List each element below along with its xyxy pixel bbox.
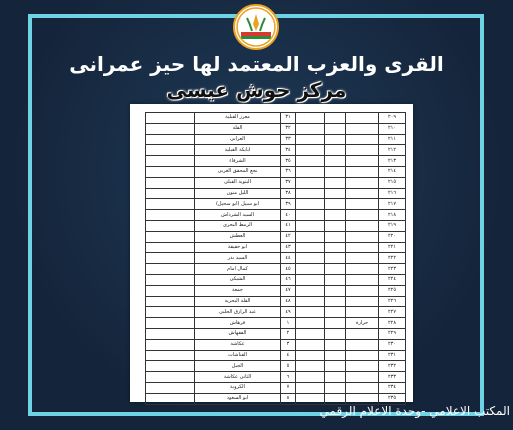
row-empty-cell (325, 264, 346, 275)
row-empty-cell (325, 188, 346, 199)
row-note (346, 307, 379, 318)
table-row (146, 177, 406, 188)
page-title: القرى والعزب المعتمد لها حيز عمرانى (69, 52, 444, 76)
row-note (346, 231, 379, 242)
row-name: العرابى (195, 134, 281, 145)
row-index: ٢٢٧ (379, 307, 406, 318)
row-name: الرمط البحرى (195, 220, 281, 231)
row-index: ٢٣٥ (379, 393, 406, 404)
row-name: القلة البحرية (195, 296, 281, 307)
row-empty-cell (146, 339, 195, 350)
row-empty-cell (146, 231, 195, 242)
row-empty-cell (296, 339, 325, 350)
row-number: ٤ (281, 350, 296, 361)
row-number: ٤٢ (281, 231, 296, 242)
row-note (346, 382, 379, 393)
row-note (346, 350, 379, 361)
table-row (146, 382, 406, 393)
row-number: ٤٣ (281, 242, 296, 253)
row-number: ٤٠ (281, 210, 296, 221)
row-empty-cell (146, 264, 195, 275)
row-name: عبد الرازق الحلبى (195, 307, 281, 318)
row-empty-cell (325, 177, 346, 188)
row-index: ٢١٦ (379, 188, 406, 199)
document-sheet (130, 104, 413, 402)
row-empty-cell (146, 350, 195, 361)
row-name: كمال امام (195, 264, 281, 275)
row-number: ٤٤ (281, 253, 296, 264)
row-empty-cell (296, 307, 325, 318)
row-name: الثانى عكاشة (195, 372, 281, 383)
row-note (346, 274, 379, 285)
row-number: ١ (281, 318, 296, 329)
row-empty-cell (146, 166, 195, 177)
row-note (346, 372, 379, 383)
row-empty-cell (325, 296, 346, 307)
row-number: ٢ (281, 328, 296, 339)
row-empty-cell (146, 199, 195, 210)
table-row (146, 123, 406, 134)
row-empty-cell (146, 328, 195, 339)
row-empty-cell (146, 145, 195, 156)
row-name: نجع المحقق الغربى (195, 166, 281, 177)
row-index: ٢١٩ (379, 220, 406, 231)
row-number: ٣١ (281, 113, 296, 124)
row-empty-cell (146, 382, 195, 393)
table-row (146, 220, 406, 231)
row-empty-cell (296, 166, 325, 177)
row-note (346, 177, 379, 188)
row-empty-cell (296, 199, 325, 210)
row-name: ابابكة القبلية (195, 145, 281, 156)
row-empty-cell (325, 393, 346, 404)
row-note (346, 296, 379, 307)
row-index: ٢٢٠ (379, 231, 406, 242)
row-empty-cell (325, 113, 346, 124)
row-empty-cell (146, 307, 195, 318)
row-number: ٧ (281, 382, 296, 393)
row-empty-cell (296, 393, 325, 404)
row-empty-cell (296, 372, 325, 383)
row-empty-cell (146, 296, 195, 307)
row-empty-cell (296, 285, 325, 296)
row-index: ٢٢٢ (379, 253, 406, 264)
row-number: ٨ (281, 393, 296, 404)
row-empty-cell (296, 123, 325, 134)
row-name: القلة (195, 123, 281, 134)
row-empty-cell (296, 350, 325, 361)
row-index: ٢٢٣ (379, 264, 406, 275)
row-empty-cell (146, 253, 195, 264)
row-note (346, 220, 379, 231)
row-number: ٤٥ (281, 264, 296, 275)
governorate-emblem-icon (233, 4, 279, 50)
table-row (146, 113, 406, 124)
row-empty-cell (325, 307, 346, 318)
row-name: الجبل (195, 361, 281, 372)
table-row (146, 285, 406, 296)
row-empty-cell (296, 156, 325, 167)
row-empty-cell (325, 328, 346, 339)
row-number: ٣٤ (281, 145, 296, 156)
footer-credit: المكتب الاعلامي -وحدة الاعلام الرقمي (319, 404, 510, 418)
row-empty-cell (146, 188, 195, 199)
row-empty-cell (146, 134, 195, 145)
row-note (346, 328, 379, 339)
row-name: السيد الشرداش (195, 210, 281, 221)
row-name: الكروبة (195, 382, 281, 393)
row-empty-cell (325, 210, 346, 221)
row-index: ٢١٥ (379, 177, 406, 188)
row-number: ٣٨ (281, 188, 296, 199)
row-empty-cell (146, 220, 195, 231)
row-empty-cell (296, 210, 325, 221)
row-empty-cell (296, 242, 325, 253)
row-empty-cell (296, 253, 325, 264)
row-index: ٢٢٤ (379, 274, 406, 285)
row-note (346, 156, 379, 167)
table-row (146, 393, 406, 404)
row-index: ٢١١ (379, 134, 406, 145)
row-note (346, 123, 379, 134)
row-empty-cell (296, 328, 325, 339)
row-number: ٤١ (281, 220, 296, 231)
row-empty-cell (325, 382, 346, 393)
table-row (146, 264, 406, 275)
row-empty-cell (146, 210, 195, 221)
row-index: ٢٢٨ (379, 318, 406, 329)
row-empty-cell (146, 123, 195, 134)
row-number: ٣٩ (281, 199, 296, 210)
row-note (346, 264, 379, 275)
row-number: ٤٦ (281, 274, 296, 285)
row-empty-cell (146, 372, 195, 383)
table-row (146, 134, 406, 145)
row-empty-cell (325, 242, 346, 253)
table-row (146, 156, 406, 167)
row-index: ٢١٤ (379, 166, 406, 177)
row-number: ٤٩ (281, 307, 296, 318)
row-note (346, 188, 379, 199)
row-name: ابو حقيقة (195, 242, 281, 253)
row-empty-cell (325, 372, 346, 383)
row-index: ٢٠٩ (379, 113, 406, 124)
row-empty-cell (296, 220, 325, 231)
row-note (346, 210, 379, 221)
row-note (346, 199, 379, 210)
table-row (146, 296, 406, 307)
row-empty-cell (146, 177, 195, 188)
row-empty-cell (325, 339, 346, 350)
row-number: ٤٨ (281, 296, 296, 307)
table-row (146, 242, 406, 253)
table-row (146, 231, 406, 242)
villages-table (145, 112, 406, 405)
row-number: ٣٥ (281, 156, 296, 167)
row-index: ٢١٨ (379, 210, 406, 221)
table-row (146, 210, 406, 221)
row-name: الليل منون (195, 188, 281, 199)
row-index: ٢١٠ (379, 123, 406, 134)
row-index: ٢٣١ (379, 350, 406, 361)
row-empty-cell (296, 177, 325, 188)
row-empty-cell (146, 285, 195, 296)
row-empty-cell (296, 274, 325, 285)
row-empty-cell (325, 220, 346, 231)
row-empty-cell (325, 145, 346, 156)
row-index: ٢٣٣ (379, 372, 406, 383)
row-name: الشبكى (195, 274, 281, 285)
row-name: الشرفاء (195, 156, 281, 167)
row-index: ٢٣٢ (379, 361, 406, 372)
row-note (346, 285, 379, 296)
table-row (146, 361, 406, 372)
row-empty-cell (146, 113, 195, 124)
row-empty-cell (146, 274, 195, 285)
row-empty-cell (325, 274, 346, 285)
row-empty-cell (146, 242, 195, 253)
row-name: عكاشة (195, 339, 281, 350)
row-empty-cell (296, 231, 325, 242)
row-name: فرهاش (195, 318, 281, 329)
table-row (146, 253, 406, 264)
row-number: ٣٣ (281, 134, 296, 145)
table-row (146, 307, 406, 318)
row-note (346, 242, 379, 253)
row-empty-cell (296, 188, 325, 199)
row-name: الفقهاش (195, 328, 281, 339)
page-subtitle: مركز حوش عيسى (166, 78, 347, 102)
row-empty-cell (325, 361, 346, 372)
table-row (146, 372, 406, 383)
row-number: ٣٢ (281, 123, 296, 134)
row-number: ٥ (281, 361, 296, 372)
row-note (346, 145, 379, 156)
row-note (346, 339, 379, 350)
row-index: ٢١٧ (379, 199, 406, 210)
row-empty-cell (296, 361, 325, 372)
row-number: ٦ (281, 372, 296, 383)
row-index: ٢١٢ (379, 145, 406, 156)
row-empty-cell (325, 134, 346, 145)
row-note (346, 166, 379, 177)
row-empty-cell (146, 318, 195, 329)
row-index: ٢٢٥ (379, 285, 406, 296)
row-name: ابو السعود (195, 393, 281, 404)
row-index: ٢١٣ (379, 156, 406, 167)
row-empty-cell (325, 199, 346, 210)
table-row (146, 350, 406, 361)
table-row (146, 339, 406, 350)
row-name: معرز القبلية (195, 113, 281, 124)
row-number: ٣٦ (281, 166, 296, 177)
row-note (346, 253, 379, 264)
row-empty-cell (296, 145, 325, 156)
row-empty-cell (325, 156, 346, 167)
table-row (146, 145, 406, 156)
row-number: ٣ (281, 339, 296, 350)
row-empty-cell (296, 113, 325, 124)
table-row (146, 318, 406, 329)
row-note: حرارة (346, 318, 379, 329)
row-note (346, 113, 379, 124)
row-empty-cell (296, 382, 325, 393)
row-empty-cell (325, 285, 346, 296)
row-empty-cell (146, 156, 195, 167)
row-name: العطش (195, 231, 281, 242)
table-row (146, 328, 406, 339)
table-row (146, 199, 406, 210)
row-index: ٢٢٦ (379, 296, 406, 307)
table-row (146, 188, 406, 199)
table-row (146, 274, 406, 285)
row-empty-cell (325, 318, 346, 329)
row-empty-cell (325, 350, 346, 361)
row-empty-cell (325, 166, 346, 177)
row-empty-cell (296, 318, 325, 329)
row-empty-cell (146, 361, 195, 372)
row-index: ٢٣٠ (379, 339, 406, 350)
row-empty-cell (325, 253, 346, 264)
table-row (146, 166, 406, 177)
row-empty-cell (296, 134, 325, 145)
row-name: القناشات (195, 350, 281, 361)
row-empty-cell (325, 231, 346, 242)
row-name: السيد بدر (195, 253, 281, 264)
row-index: ٢٢٩ (379, 328, 406, 339)
row-empty-cell (296, 296, 325, 307)
row-name: جمعة (195, 285, 281, 296)
row-note (346, 134, 379, 145)
row-note (346, 361, 379, 372)
row-index: ٢٢١ (379, 242, 406, 253)
row-name: البتوية القبلى (195, 177, 281, 188)
row-index: ٢٣٤ (379, 382, 406, 393)
row-number: ٤٧ (281, 285, 296, 296)
row-number: ٣٧ (281, 177, 296, 188)
row-empty-cell (146, 393, 195, 404)
row-empty-cell (325, 123, 346, 134)
row-empty-cell (296, 264, 325, 275)
row-note (346, 393, 379, 404)
row-name: ابو سبيل (ابو سحيل) (195, 199, 281, 210)
